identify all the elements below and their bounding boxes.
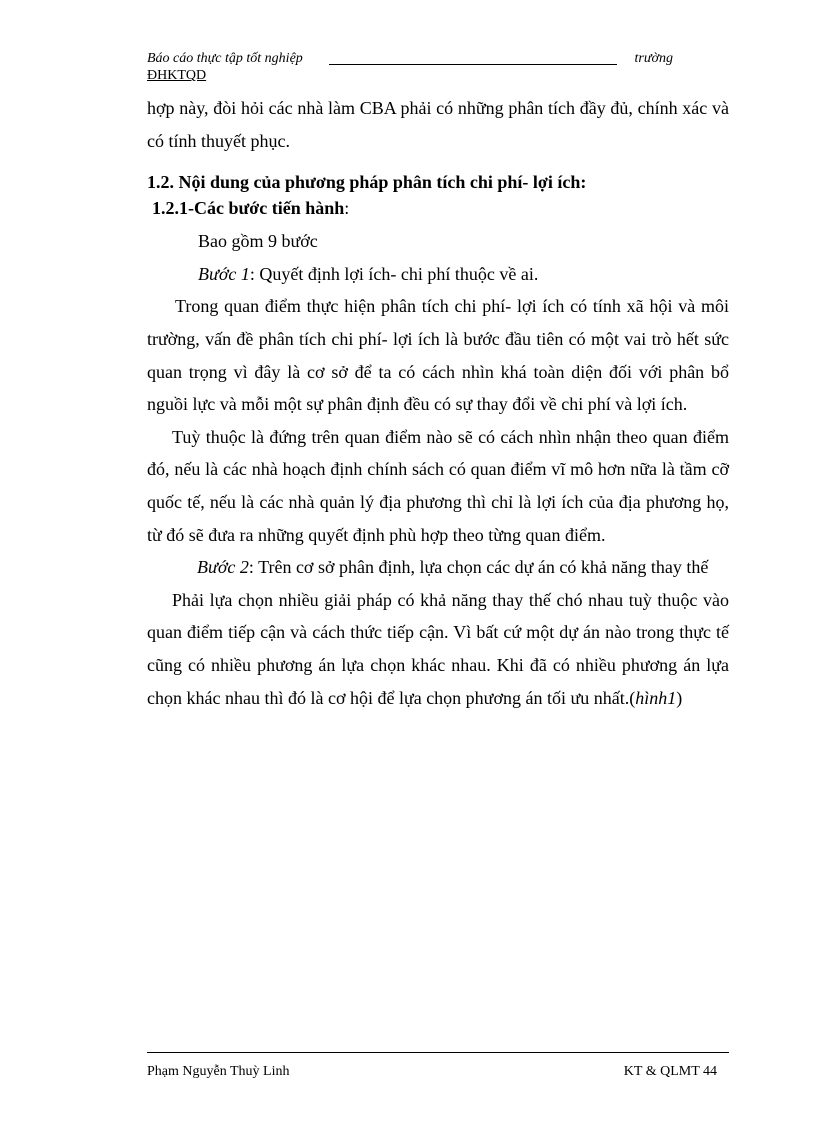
subsection-heading-text: 1.2.1-Các bước tiến hành xyxy=(152,198,345,219)
header-school-name: ĐHKTQD xyxy=(147,68,207,83)
figure-ref-close: ) xyxy=(676,687,683,708)
paragraph-2: Tuỳ thuộc là đứng trên quan điểm nào sẽ có cách nhìn nhận theo quan điểm đó, nếu là các nhà hoạch định chính sách có quan điểm vĩ mô hơn nữa là tầm cỡ quốc tế, nếu là các nhà quản lý địa phương thì chỉ là lợi ích của địa phương họ, từ đó sẽ đưa ra những quyết định phù hợp theo từng quan điểm. xyxy=(147,426,729,545)
step-2-line xyxy=(147,551,729,584)
paragraph-3-text: Phải lựa chọn nhiều giải pháp có khả năng thay thế chó nhau tuỳ thuộc vào quan điểm tiếp cận và cách thức tiếp cận. Vì bất cứ một dự án nào trong thực tế cũng có nhiều phương án lựa chọn khác nhau. Khi đã có nhiều phương án lựa chọn khác nhau thì đó là cơ hội để lựa chọn phương án tối ưu nhất. xyxy=(147,589,729,708)
paragraph-3 xyxy=(147,584,729,714)
section-heading: 1.2. Nội dung của phương pháp phân tích chi phí- lợi ích: xyxy=(147,172,587,193)
page-header xyxy=(147,50,673,84)
figure-ref-open: ( xyxy=(629,687,636,708)
header-report-title: Báo cáo thực tập tốt nghiệp xyxy=(147,51,303,66)
page-footer xyxy=(147,1052,729,1079)
step-1-text: : Quyết định lợi ích- chi phí thuộc về ai. xyxy=(249,263,539,284)
footer-class: KT & QLMT 44 xyxy=(623,1064,717,1079)
step-2-text: : Trên cơ sở phân định, lựa chọn các dự án có khả năng thay thế xyxy=(248,557,709,578)
subsection-heading xyxy=(147,195,729,221)
header-underline xyxy=(329,64,617,65)
step-1-label: Bước 1 xyxy=(198,263,250,284)
figure-reference: hình1 xyxy=(635,687,677,708)
header-line xyxy=(147,50,673,67)
subsection-heading-colon: : xyxy=(344,198,350,219)
step-2-label: Bước 2 xyxy=(197,557,249,578)
intro-paragraph: hợp này, đòi hỏi các nhà làm CBA phải có những phân tích đầy đủ, chính xác và có tính thuyết phục. xyxy=(147,98,729,151)
header-school-label: trường xyxy=(634,51,673,66)
footer-author: Phạm Nguyễn Thuỳ Linh xyxy=(147,1064,290,1079)
document-body xyxy=(147,92,729,714)
paragraph-1: Trong quan điểm thực hiện phân tích chi phí- lợi ích có tính xã hội và môi trường, vấn đề phân tích chi phí- lợi ích là bước đầu tiên có một vai trò hết sức quan trọng vì đây là cơ sở để ta có cách nhìn khá toàn diện đối với phân bổ nguồi lực và mỗi một sự phân định đều có sự thay đổi về chi phí và lợi ích. xyxy=(147,296,729,415)
step-1-line xyxy=(147,258,729,291)
steps-count-line: Bao gồm 9 bước xyxy=(198,231,318,252)
